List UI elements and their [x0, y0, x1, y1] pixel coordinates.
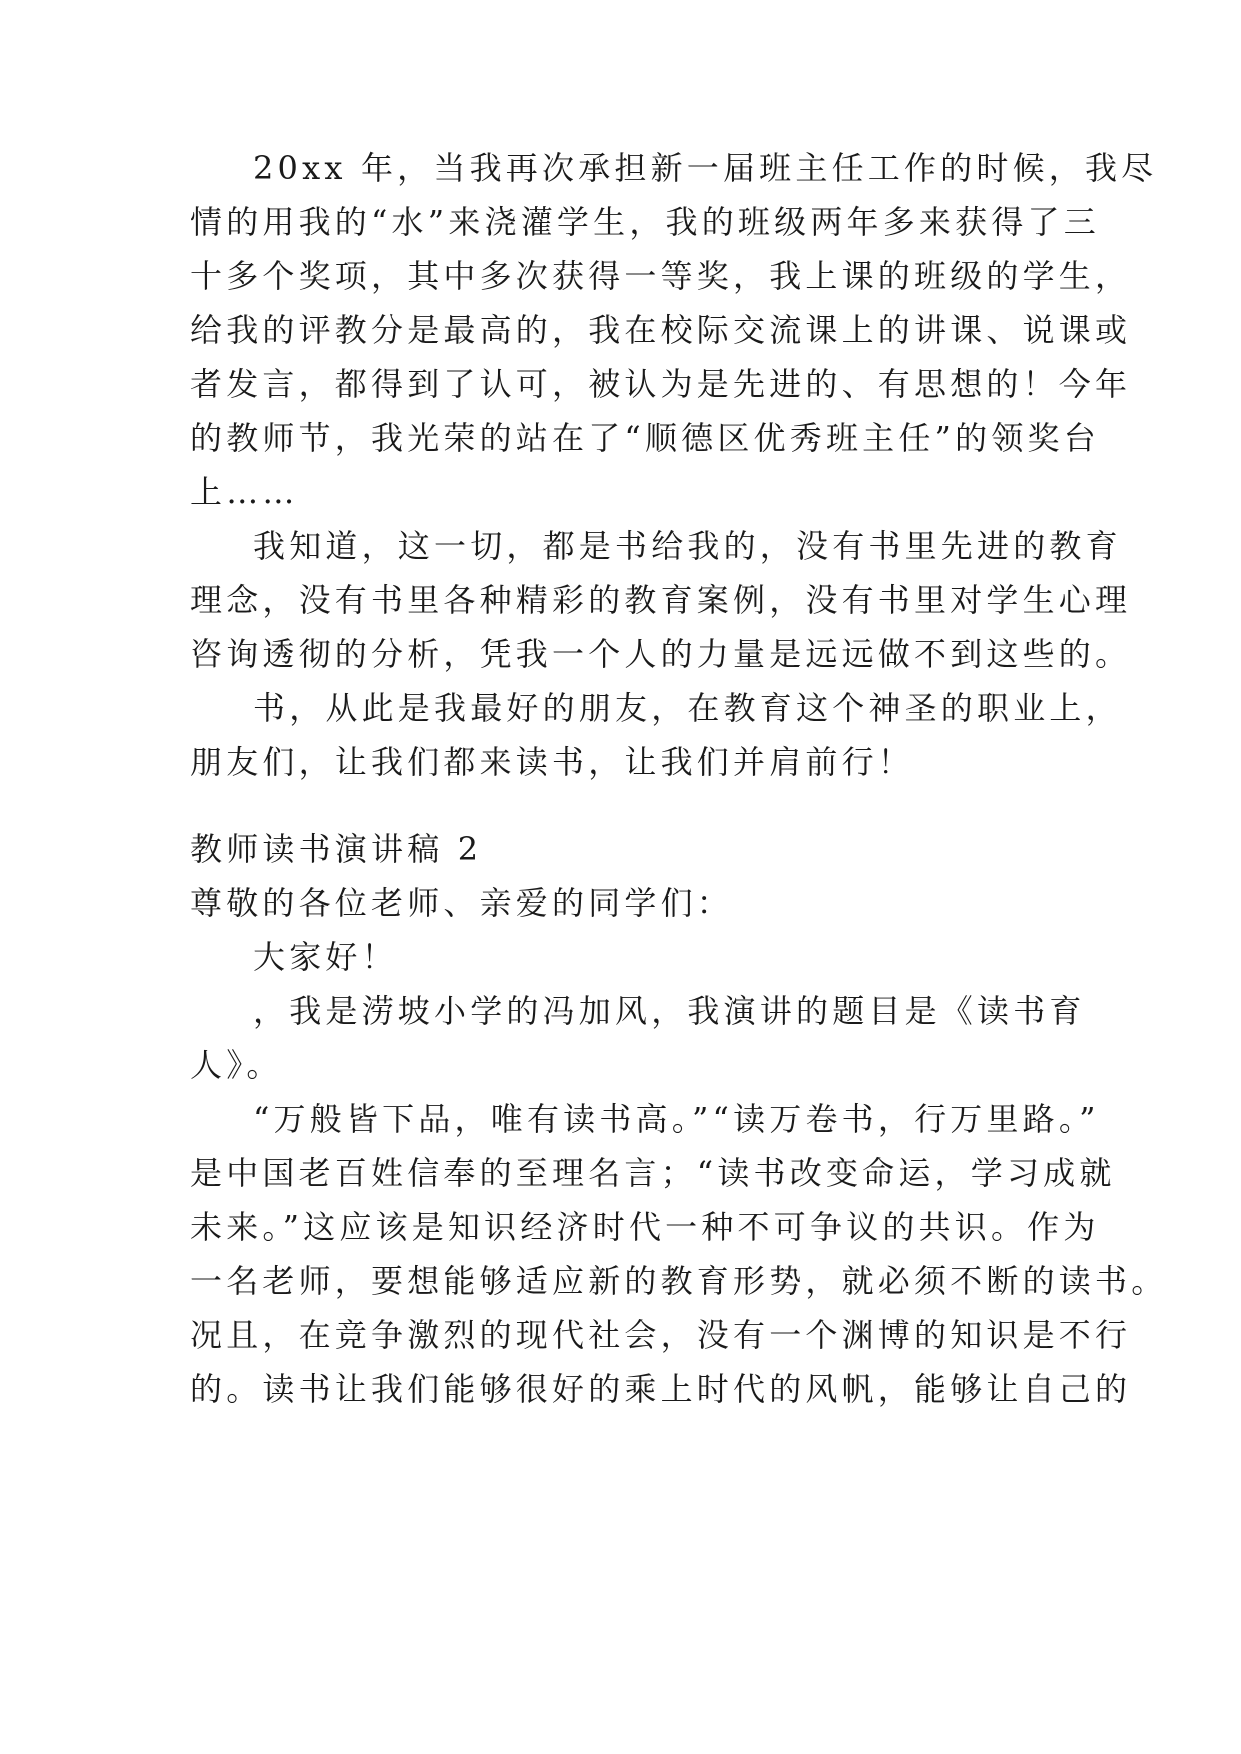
- body-line-2: 是中国老百姓信奉的至理名言；“读书改变命运，学习成就: [190, 1154, 1116, 1192]
- body-line-6: 的。读书让我们能够很好的乘上时代的风帆，能够让自己的: [190, 1370, 1132, 1408]
- paragraph-2-line-2: 理念，没有书里各种精彩的教育案例，没有书里对学生心理: [190, 581, 1132, 619]
- paragraph-3-line-1: 书，从此是我最好的朋友，在教育这个神圣的职业上，: [253, 689, 1122, 727]
- paragraph-1-line-1: 20xx 年，当我再次承担新一届班主任工作的时候，我尽: [253, 149, 1158, 187]
- body-line-5: 况且，在竞争激烈的现代社会，没有一个渊博的知识是不行: [190, 1316, 1132, 1354]
- paragraph-3-line-2: 朋友们，让我们都来读书，让我们并肩前行！: [190, 743, 915, 781]
- paragraph-1-line-2: 情的用我的“水”来浇灌学生，我的班级两年多来获得了三: [190, 203, 1100, 241]
- intro-line-1: ，我是涝坡小学的冯加风，我演讲的题目是《读书育: [253, 992, 1086, 1030]
- section-heading: 教师读书演讲稿 2: [190, 830, 483, 868]
- greeting: 大家好！: [253, 938, 398, 976]
- paragraph-1-line-7: 上……: [190, 473, 299, 511]
- paragraph-1-line-4: 给我的评教分是最高的，我在校际交流课上的讲课、说课或: [190, 311, 1132, 349]
- body-line-3: 未来。”这应该是知识经济时代一种不可争议的共识。作为: [190, 1208, 1100, 1246]
- intro-line-2: 人》。: [190, 1046, 283, 1084]
- paragraph-1-line-6: 的教师节，我光荣的站在了“顺德区优秀班主任”的领奖台: [190, 419, 1100, 457]
- paragraph-2-line-3: 咨询透彻的分析，凭我一个人的力量是远远做不到这些的。: [190, 635, 1132, 673]
- document-page: [190, 0, 1168, 1754]
- body-line-4: 一名老师，要想能够适应新的教育形势，就必须不断的读书。: [190, 1262, 1168, 1300]
- salutation: 尊敬的各位老师、亲爱的同学们：: [190, 884, 734, 922]
- paragraph-1-line-5: 者发言，都得到了认可，被认为是先进的、有思想的！今年: [190, 365, 1132, 403]
- body-line-1: “万般皆下品，唯有读书高。”“读万卷书，行万里路。”: [253, 1100, 1100, 1138]
- paragraph-1-line-3: 十多个奖项，其中多次获得一等奖，我上课的班级的学生，: [190, 257, 1132, 295]
- paragraph-2-line-1: 我知道，这一切，都是书给我的，没有书里先进的教育: [253, 527, 1122, 565]
